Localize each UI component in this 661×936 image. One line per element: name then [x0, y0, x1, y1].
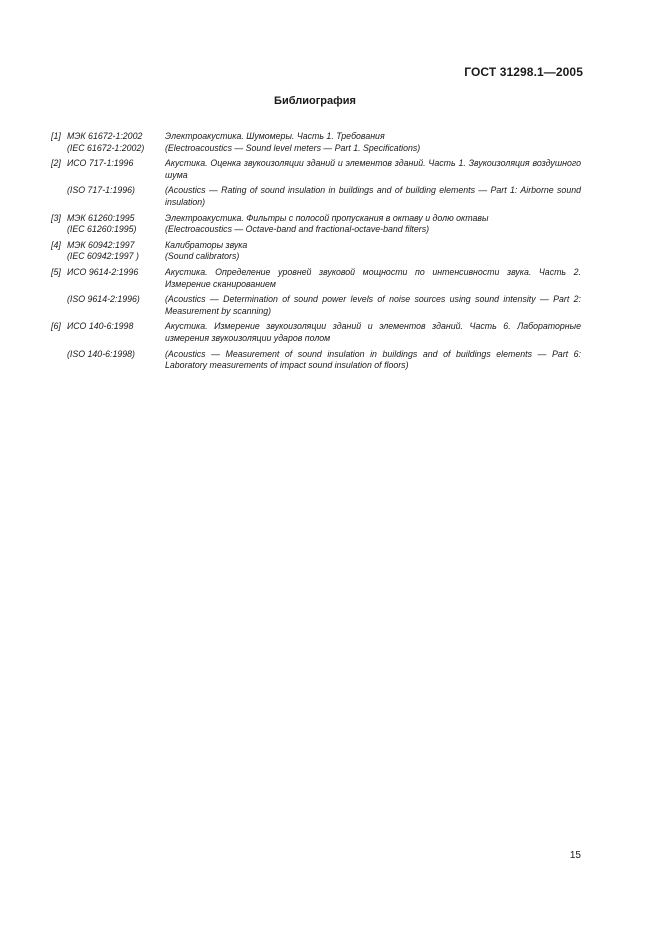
entry-number: [6]	[51, 321, 61, 332]
entry-number: [2]	[51, 158, 61, 169]
bibliography-entry	[51, 185, 581, 208]
bibliography-list	[51, 131, 581, 376]
entry-description	[165, 349, 581, 372]
entry-reference: (IEC 61260:1995)	[67, 224, 137, 235]
entry-description	[165, 321, 581, 344]
entry-reference: (ISO 140-6:1998)	[67, 348, 135, 359]
bibliography-entry	[51, 267, 581, 290]
entry-number: [4]	[51, 239, 61, 250]
entry-references	[67, 185, 165, 208]
entry-description	[165, 294, 581, 317]
entry-description	[165, 158, 581, 181]
entry-references	[67, 131, 165, 154]
entry-description-line: Акустика. Определение уровней звуковой мощности по интенсивности звука. Часть 2. Измерение сканированием	[165, 266, 581, 289]
entry-description	[165, 185, 581, 208]
entry-description	[165, 240, 581, 263]
entry-description	[165, 131, 581, 154]
entry-description-line: Электроакустика. Фильтры с полосой пропускания в октаву и долю октавы	[165, 212, 489, 223]
entry-reference: МЭК 61672-1:2002	[67, 131, 143, 141]
bibliography-entry	[51, 294, 581, 317]
entry-description	[165, 267, 581, 290]
entry-description-line: Акустика. Оценка звукоизоляции зданий и элементов зданий. Часть 1. Звукоизоляция воздушного шума	[165, 158, 581, 180]
entry-references	[67, 267, 165, 290]
entry-description-line: (Electroacoustics — Octave-band and fractional-octave-band filters)	[165, 224, 430, 235]
entry-reference: ИСО 140-6:1998	[67, 321, 134, 332]
entry-reference: МЭК 60942:1997	[67, 239, 135, 250]
entry-references	[67, 158, 165, 181]
entry-description-line: Калибраторы звука	[165, 239, 248, 250]
standard-code: ГОСТ 31298.1—2005	[464, 65, 583, 79]
entry-number	[51, 349, 67, 372]
entry-description-line: (Acoustics — Rating of sound insulation in buildings and of building elements — Part 1: Airborne sound insulation)	[165, 185, 581, 207]
entry-references	[67, 240, 165, 263]
entry-reference: (ISO 9614-2:1996)	[67, 294, 140, 305]
bibliography-entry	[51, 131, 581, 154]
entry-description-line: (Electroacoustics — Sound level meters — Part 1. Specifications)	[165, 142, 421, 153]
entry-reference: ИСО 717-1:1996	[67, 158, 134, 169]
entry-reference: ИСО 9614-2:1996	[67, 266, 139, 277]
entry-references	[67, 213, 165, 236]
entry-references	[67, 349, 165, 372]
bibliography-entry	[51, 240, 581, 263]
entry-description-line: Электроакустика. Шумомеры. Часть 1. Требования	[165, 131, 385, 141]
entry-number	[51, 294, 67, 317]
entry-references	[67, 294, 165, 317]
entry-description-line: (Acoustics — Measurement of sound insulation in buildings and of buildings elements — Part 6: Laboratory measurements of impact sound insulation of floors)	[165, 348, 581, 371]
entry-description-line: (Sound calibrators)	[165, 251, 240, 262]
entry-reference: МЭК 61260:1995	[67, 212, 135, 223]
entry-reference: (IEC 61672-1:2002)	[67, 142, 145, 153]
bibliography-entry	[51, 321, 581, 344]
entry-description-line: (Acoustics — Determination of sound power levels of noise sources using sound intensity — Part 2: Measurement by scanning)	[165, 294, 581, 316]
page-number: 15	[569, 850, 581, 861]
entry-number: [1]	[51, 131, 61, 141]
bibliography-entry	[51, 158, 581, 181]
bibliography-entry	[51, 349, 581, 372]
entry-number: [5]	[51, 266, 61, 277]
entry-description	[165, 213, 581, 236]
bibliography-entry	[51, 213, 581, 236]
page-title: Библиография	[274, 95, 356, 107]
entry-description-line: Акустика. Измерение звукоизоляции зданий и элементов зданий. Часть 6. Лабораторные измерения звукоизоляции ударов полом	[165, 321, 581, 343]
entry-references	[67, 321, 165, 344]
entry-reference: (ISO 717-1:1996)	[67, 185, 135, 196]
entry-number	[51, 185, 67, 208]
entry-number: [3]	[51, 212, 61, 223]
entry-reference: (IEC 60942:1997 )	[67, 251, 139, 262]
